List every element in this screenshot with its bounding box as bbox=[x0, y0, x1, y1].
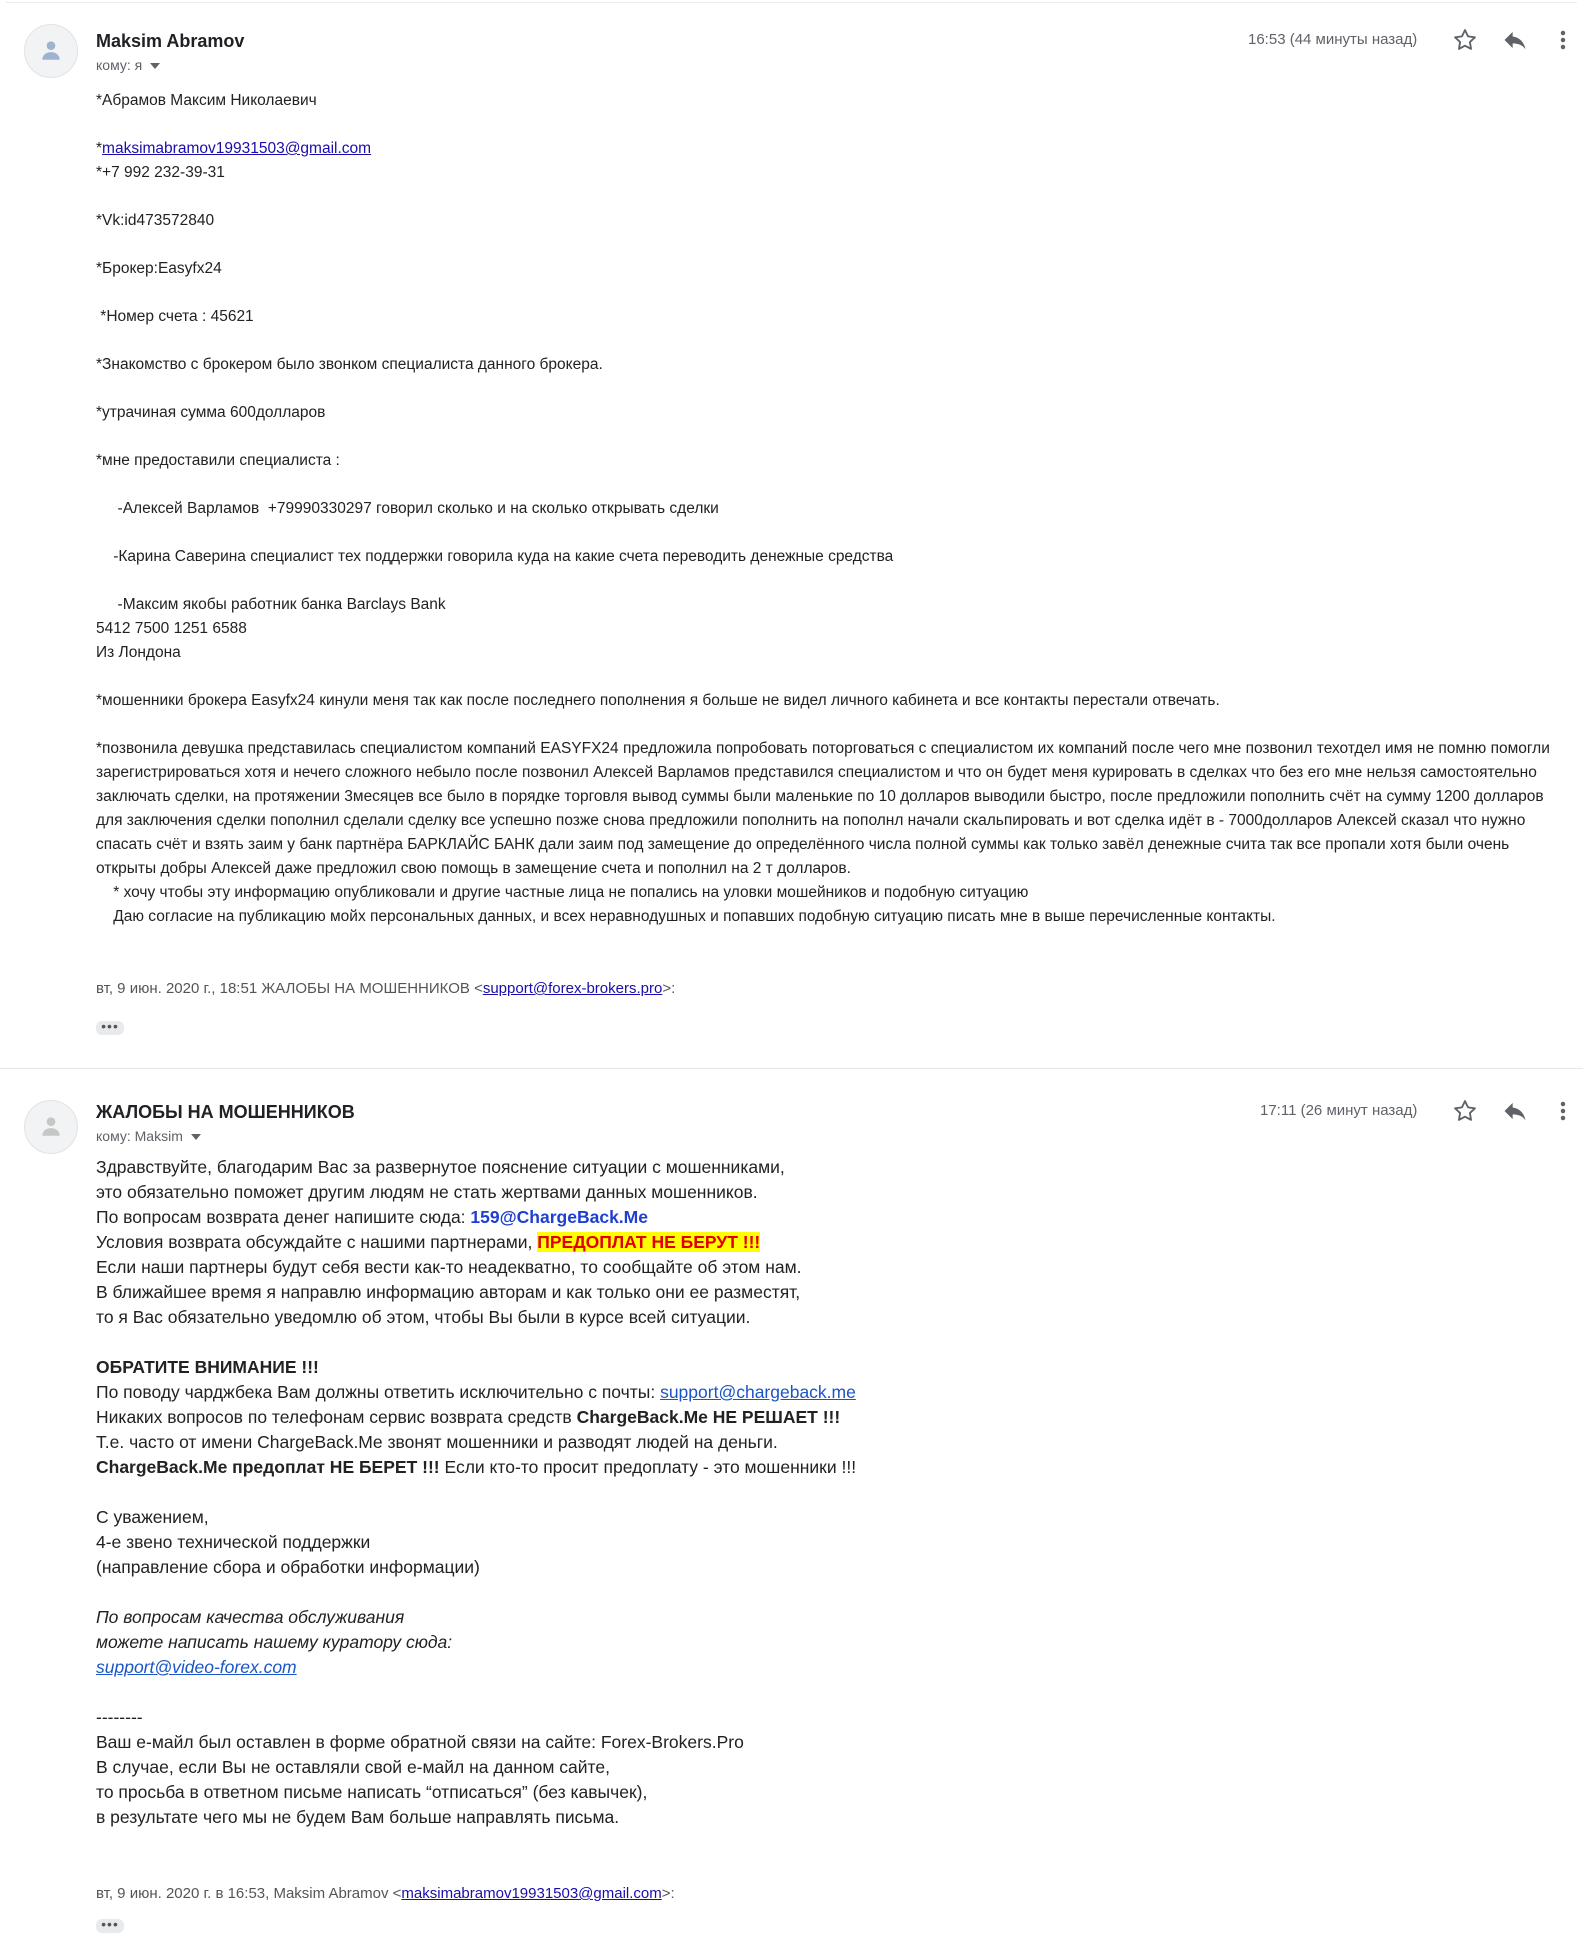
quote-text: вт, 9 июн. 2020 г. в 16:53, Maksim Abramov < bbox=[96, 1885, 402, 1902]
text-line: * хочу чтобы эту информацию опубликовали и другие частные лица не попались на уловки мошейников и подобную ситуацию bbox=[96, 884, 1029, 901]
recipient-text: кому: Maksim bbox=[96, 1128, 183, 1144]
curator-email-link[interactable]: support@video-forex.com bbox=[96, 1657, 297, 1677]
text-line: *+7 992 232-39-31 bbox=[96, 164, 225, 181]
quote-suffix: >: bbox=[661, 1885, 675, 1902]
text-line: *мошенники брокера Easyfx24 кинули меня так как после последнего пополнения я больше не видел личного кабинета и все контакты перестали отвечать. bbox=[96, 692, 1220, 709]
text-line: -Карина Саверина специалист тех поддержки говорила куда на какие счета переводить денежные средства bbox=[96, 548, 894, 565]
show-trimmed-content-button[interactable]: ••• bbox=[96, 1021, 124, 1035]
chargeback-email[interactable]: 159@ChargeBack.Me bbox=[470, 1207, 648, 1227]
text-line bbox=[96, 1230, 1556, 1255]
recipient-label[interactable] bbox=[96, 57, 160, 73]
text-span: По вопросам возврата денег напишите сюда: bbox=[96, 1207, 471, 1227]
email-line bbox=[96, 137, 1566, 161]
attention-heading: ОБРАТИТЕ ВНИМАНИЕ !!! bbox=[96, 1357, 319, 1377]
text-span: По поводу чарджбека Вам должны ответить исключительно с почты: bbox=[96, 1382, 661, 1402]
recipient-text: кому: я bbox=[96, 57, 143, 73]
recipient-label[interactable] bbox=[96, 1128, 201, 1144]
message-body bbox=[96, 89, 1566, 929]
text-line: В случае, если Вы не оставляли свой е-майл на данном сайте, bbox=[96, 1757, 610, 1777]
text-span: Условия возврата обсуждайте с нашими партнерами, bbox=[96, 1232, 538, 1252]
text-line: По вопросам качества обслуживания bbox=[96, 1607, 405, 1627]
text-line: то я Вас обязательно уведомлю об этом, чтобы Вы были в курсе всей ситуации. bbox=[96, 1307, 751, 1327]
text-line: 5412 7500 1251 6588 bbox=[96, 620, 247, 637]
text-line: Здравствуйте, благодарим Вас за развернутое пояснение ситуации с мошенниками, bbox=[96, 1157, 785, 1177]
text-line bbox=[96, 1205, 1556, 1230]
text-line: то просьба в ответном письме написать “отписаться” (без кавычек), bbox=[96, 1782, 648, 1802]
text-line bbox=[96, 1655, 1556, 1680]
quote-email-link[interactable]: support@forex-brokers.pro bbox=[482, 980, 663, 997]
text-line: это обязательно поможет другим людям не стать жертвами данных мошенников. bbox=[96, 1182, 758, 1202]
divider bbox=[6, 2, 1577, 3]
quote-header bbox=[96, 980, 675, 997]
bold-text: ChargeBack.Me предоплат НЕ БЕРЕТ !!! bbox=[96, 1457, 440, 1477]
text-line: *мне предоставили специалиста : bbox=[96, 452, 340, 469]
highlight-text: ПРЕДОПЛАТ НЕ БЕРУТ !!! bbox=[537, 1232, 761, 1252]
avatar-icon[interactable] bbox=[24, 24, 78, 78]
text-span: Никаких вопросов по телефонам сервис возврата средств bbox=[96, 1407, 577, 1427]
text-line: -Максим якобы работник банка Barclays Bank bbox=[96, 596, 446, 613]
chevron-down-icon[interactable] bbox=[150, 63, 160, 69]
support-email-link[interactable]: support@chargeback.me bbox=[660, 1382, 856, 1402]
sender-name[interactable]: ЖАЛОБЫ НА МОШЕННИКОВ bbox=[96, 1102, 355, 1122]
show-trimmed-content-button[interactable]: ••• bbox=[96, 1919, 124, 1933]
message-2 bbox=[0, 1068, 1583, 1931]
reply-icon[interactable] bbox=[1501, 26, 1529, 54]
bold-text: ChargeBack.Me НЕ РЕШАЕТ !!! bbox=[576, 1407, 841, 1427]
text-line: (направление сбора и обработки информации) bbox=[96, 1557, 480, 1577]
text-span: Если кто-то просит предоплату - это мошенники !!! bbox=[439, 1457, 857, 1477]
quote-header bbox=[96, 1885, 675, 1902]
text-line: С уважением, bbox=[96, 1507, 209, 1527]
chevron-down-icon[interactable] bbox=[191, 1134, 201, 1140]
email-link[interactable]: maksimabramov19931503@gmail.com bbox=[102, 140, 372, 157]
sender-name[interactable]: Maksim Abramov bbox=[96, 31, 245, 51]
timestamp: 16:53 (44 минуты назад) bbox=[1248, 31, 1418, 48]
text-line: Т.е. часто от имени ChargeBack.Me звонят мошенники и разводят людей на деньги. bbox=[96, 1432, 778, 1452]
text-line: 4-е звено технической поддержки bbox=[96, 1532, 371, 1552]
quote-suffix: >: bbox=[662, 980, 676, 997]
text-line: Из Лондона bbox=[96, 644, 181, 661]
reply-icon[interactable] bbox=[1501, 1097, 1529, 1125]
timestamp: 17:11 (26 минут назад) bbox=[1260, 1102, 1418, 1119]
text-line bbox=[96, 1405, 1556, 1430]
text-line: -Алексей Варламов +79990330297 говорил сколько и на сколько открывать сделки bbox=[96, 500, 719, 517]
star-icon[interactable] bbox=[1451, 1097, 1479, 1125]
message-body bbox=[96, 1155, 1556, 1830]
text-line: В ближайшее время я направлю информацию авторам и как только они ее разместят, bbox=[96, 1282, 801, 1302]
text-line: Даю согласие на публикацию мойх персональных данных, и всех неравнодушных и попавших подобную ситуацию писать мне в выше перечисленные контакты. bbox=[96, 908, 1276, 925]
quote-email-link[interactable]: maksimabramov19931503@gmail.com bbox=[401, 1885, 662, 1902]
text-line: *Номер счета : 45621 bbox=[96, 308, 254, 325]
star-icon[interactable] bbox=[1451, 26, 1479, 54]
more-vert-icon[interactable] bbox=[1553, 26, 1573, 54]
text-line: *Знакомство с брокером было звонком специалиста данного брокера. bbox=[96, 356, 603, 373]
more-vert-icon[interactable] bbox=[1553, 1097, 1573, 1125]
text-line: *Брокер:Easyfx24 bbox=[96, 260, 222, 277]
text-line: *Vk:id473572840 bbox=[96, 212, 215, 229]
text-line bbox=[96, 1455, 1556, 1480]
text-prefix: * bbox=[96, 140, 103, 157]
quote-text: вт, 9 июн. 2020 г., 18:51 ЖАЛОБЫ НА МОШЕННИКОВ < bbox=[96, 980, 483, 997]
separator-text: -------- bbox=[96, 1707, 143, 1727]
text-line: *Абрамов Максим Николаевич bbox=[96, 92, 317, 109]
text-line bbox=[96, 1380, 1556, 1405]
text-line: можете написать нашему куратору сюда: bbox=[96, 1632, 453, 1652]
text-paragraph: *позвонила девушка представилась специалистом компаний EASYFX24 предложила попробовать поторговаться с специалистом их компаний после чего мне позвонил техотдел имя не помню помогли зарегистрироваться хотя и нечего сложного небыло после позвонил Алексей Варламов представился специалистом и что он будет меня курировать в сделках что без его мне нельзя самостоятельно заключать сделки, на протяжении 3месяцев все было в порядке торговля вывод суммы были маленькие по 10 долларов выводили быстро, после предложили пополнить счёт на сумму 1200 долларов для заключения сделки пополнил сделали сделку все успешно позже снова предложили пополнить на пополнл начали скальпировать и вот сделка идёт в - 7000долларов Алексей сказал что нужно спасать счёт и взять заим у банк партнёра БАРКЛАЙС БАНК дали заим под замещение до определённого числа полной суммы как только завёл денежные счита так все пропали хотя были очень открыты добры Алексей даже предложил свою помощь в замещение счета и пополнил на 2 т долларов. bbox=[96, 740, 1550, 877]
text-line: Ваш е-майл был оставлен в форме обратной связи на сайте: Forex-Brokers.Pro bbox=[96, 1732, 744, 1752]
text-line: *утрачиная сумма 600долларов bbox=[96, 404, 326, 421]
text-line: в результате чего мы не будем Вам больше направлять письма. bbox=[96, 1807, 620, 1827]
text-line: Если наши партнеры будут себя вести как-то неадекватно, то сообщайте об этом нам. bbox=[96, 1257, 802, 1277]
avatar-icon[interactable] bbox=[24, 1100, 78, 1154]
